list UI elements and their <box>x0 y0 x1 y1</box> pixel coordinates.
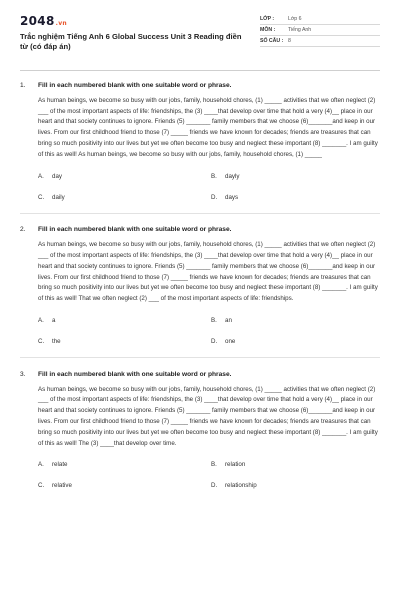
answer-options <box>38 173 380 201</box>
answer-option-b[interactable] <box>211 461 384 468</box>
question-header <box>20 81 380 90</box>
option-text: relative <box>52 482 72 490</box>
option-text: one <box>225 337 236 345</box>
answer-option-a[interactable] <box>38 461 211 468</box>
question-body <box>20 240 380 345</box>
logo-main: 2048 <box>20 14 55 28</box>
option-text: relate <box>52 461 68 469</box>
question-1 <box>20 81 380 213</box>
answer-option-b[interactable] <box>211 317 384 324</box>
answer-option-c[interactable] <box>38 338 211 345</box>
meta-row-subject <box>260 25 380 36</box>
answer-option-a[interactable] <box>38 173 211 180</box>
option-letter: A. <box>38 172 44 180</box>
question-header <box>20 225 380 234</box>
reading-passage: As human beings, we become so busy with our jobs, family, household chores, (1) _____ activities that we often neglect (2) ___ of the most important aspects of life: friendships, the (3) ____that develop over time that hold a very (4)__ place in our heart and that society continues to ignore. Friends (5) _______ family members that we choose (6)_______and keep in our lives. From our first childhood friend to those (7) _____ friends we have known for decades; friends are treasures that can bring so much positivity into our lives but yet we often become too busy and neglect these important (8) _______. I am guilty of this as well! As human beings, we become so busy with our jobs, family, household chores, (1) _____ <box>38 96 378 158</box>
option-letter: D. <box>211 193 218 201</box>
question-number: 2. <box>20 226 26 234</box>
question-2 <box>20 225 380 357</box>
option-letter: C. <box>38 193 45 201</box>
meta-row-class <box>260 14 380 25</box>
option-letter: B. <box>211 172 217 180</box>
question-separator <box>20 357 380 358</box>
meta-key: LỚP : <box>260 16 275 22</box>
answer-options <box>38 317 380 345</box>
question-body <box>20 385 380 490</box>
question-number: 1. <box>20 81 26 89</box>
answer-option-d[interactable] <box>211 482 384 489</box>
option-text: day <box>52 172 62 180</box>
question-body <box>20 96 380 201</box>
option-letter: B. <box>211 461 217 469</box>
question-separator <box>20 213 380 214</box>
option-text: relationship <box>225 482 257 490</box>
answer-option-d[interactable] <box>211 194 384 201</box>
option-text: the <box>52 337 61 345</box>
meta-key: MÔN : <box>260 27 276 33</box>
option-text: days <box>225 193 239 201</box>
option-text: relation <box>225 461 246 469</box>
option-text: a <box>52 316 56 324</box>
reading-passage: As human beings, we become so busy with our jobs, family, household chores, (1) _____ activities that we often neglect (2) ___ of the most important aspects of life: friendships, the (3) ____that develop over time that hold a very (4)__ place in our heart and that society continues to ignore. Friends (5) _______ family members that we choose (6)_______and keep in our lives. From our first childhood friend to those (7) _____ friends we have known for decades; friends are treasures that can bring so much positivity into our lives but yet we often become too busy and neglect these important (8) _______. I am guilty of this as well! That we often neglect (2) ___ of the most important aspects of life: friendships. <box>38 241 378 303</box>
option-text: an <box>225 316 232 324</box>
header-divider <box>20 70 380 71</box>
option-letter: D. <box>211 337 218 345</box>
option-letter: A. <box>38 461 44 469</box>
meta-value: Tiếng Anh <box>288 27 312 33</box>
option-letter: B. <box>211 316 217 324</box>
question-3 <box>20 370 380 490</box>
question-prompt: Fill in each numbered blank with one suitable word or phrase. <box>38 370 232 378</box>
meta-table <box>260 14 380 66</box>
meta-key: SỐ CÂU : <box>260 38 284 44</box>
question-prompt: Fill in each numbered blank with one suitable word or phrase. <box>38 226 232 234</box>
question-prompt: Fill in each numbered blank with one suitable word or phrase. <box>38 81 232 89</box>
option-text: daily <box>52 193 65 201</box>
option-letter: C. <box>38 482 45 490</box>
document-title: Trắc nghiệm Tiếng Anh 6 Global Success Unit 3 Reading điền từ (có đáp án) <box>20 32 242 51</box>
meta-value: Lớp 6 <box>288 16 302 22</box>
question-number: 3. <box>20 370 26 378</box>
answer-option-d[interactable] <box>211 338 384 345</box>
logo-suffix: .vn <box>55 20 67 27</box>
site-logo[interactable] <box>20 14 250 28</box>
option-letter: D. <box>211 482 218 490</box>
option-letter: C. <box>38 337 45 345</box>
answer-options <box>38 461 380 489</box>
reading-passage: As human beings, we become so busy with our jobs, family, household chores, (1) _____ activities that we often neglect (2) ___ of the most important aspects of life: friendships, the (3) ____that develop over time that hold a very (4)__ place in our heart and that society continues to ignore. Friends (5) _______ family members that we choose (6)_______and keep in our lives. From our first childhood friend to those (7) _____ friends we have known for decades; friends are treasures that can bring so much positivity into our lives but yet we often become too busy and neglect these important (8) _______. I am guilty of this as well! The (3) ____that develop over time. <box>38 385 378 447</box>
meta-value: 8 <box>288 38 291 44</box>
answer-option-a[interactable] <box>38 317 211 324</box>
answer-option-c[interactable] <box>38 194 211 201</box>
brand-block <box>20 14 250 66</box>
option-text: dayly <box>225 172 240 180</box>
answer-option-c[interactable] <box>38 482 211 489</box>
meta-row-count <box>260 36 380 47</box>
option-letter: A. <box>38 316 44 324</box>
answer-option-b[interactable] <box>211 173 384 180</box>
page-header <box>20 0 380 66</box>
question-header <box>20 370 380 379</box>
